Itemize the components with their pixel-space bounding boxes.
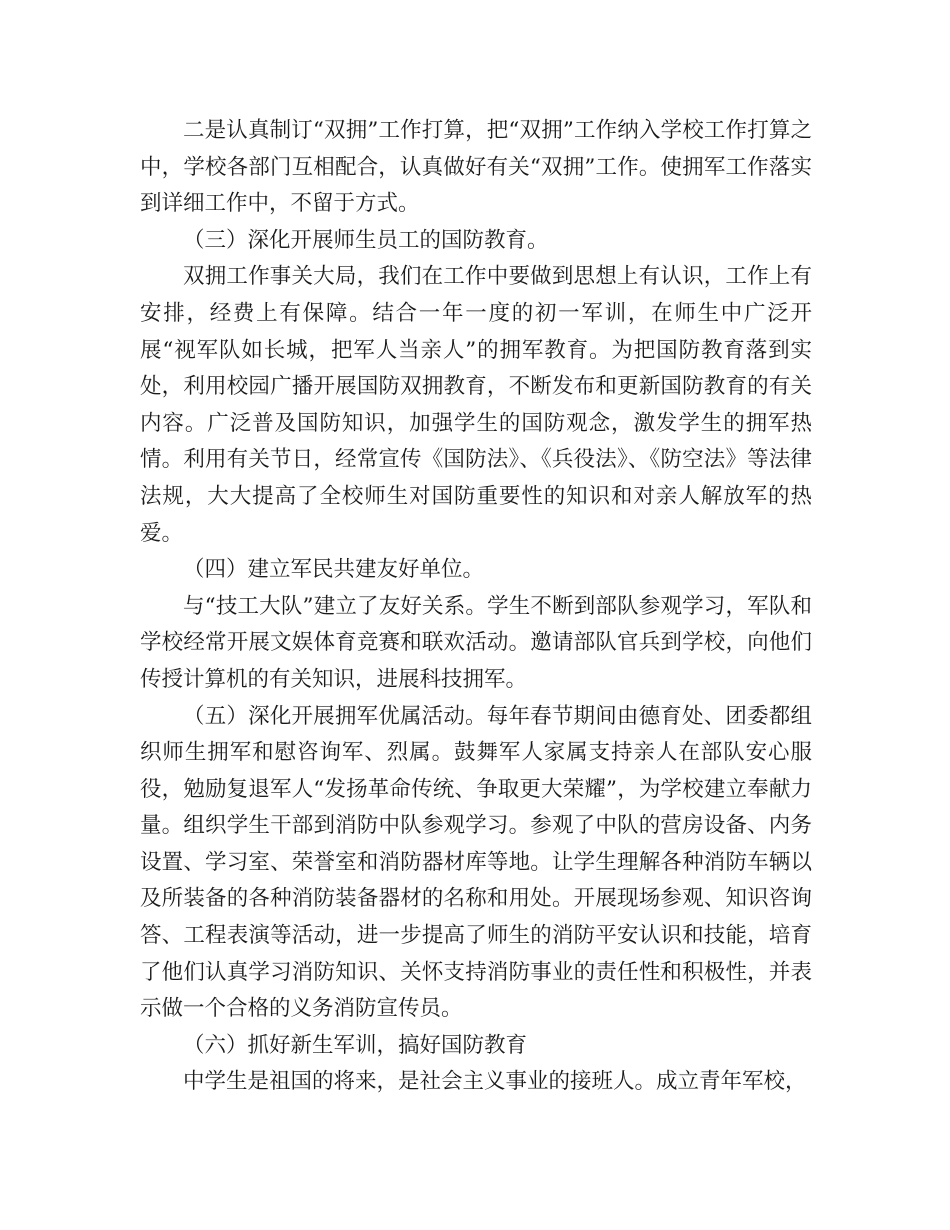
heading-section-3: （三）深化开展师生员工的国防教育。 bbox=[183, 227, 549, 253]
paragraph-shuangyong-plan: 二是认真制订“双拥”工作打算，把“双拥”工作纳入学校工作打算之中，学校各部门互相配合，认真做好有关“双拥”工作。使拥军工作落实到详细工作中，不留于方式。 bbox=[140, 118, 812, 217]
heading-section-6: （六）抓好新生军训，搞好国防教育 bbox=[183, 1032, 528, 1058]
paragraph-section-5: （五）深化开展拥军优属活动。每年春节期间由德育处、团委都组织师生拥军和慰咨询军、烈属。鼓舞军人家属支持亲人在部队安心服役，勉励复退军人“发扬革命传统、争取更大荣耀”，为学校建立奉献力量。组织学生干部到消防中队参观学习。参观了中队的营房设备、内务设置、学习室、荣誉室和消防器材库等地。让学生理解各种消防车辆以及所装备的各种消防装备器材的名称和用处。开展现场参观、知识咨询答、工程表演等活动，进一步提高了师生的消防平安认识和技能，培育了他们认真学习消防知识、关怀支持消防事业的责任性和积极性，并表示做一个合格的义务消防宣传员。 bbox=[140, 703, 812, 1022]
paragraph-national-defense-education: 双拥工作事关大局，我们在工作中要做到思想上有认识，工作上有安排，经费上有保障。结合一年一度的初一军训，在师生中广泛开展“视军队如长城，把军人当亲人”的拥军教育。为把国防教育落到实处，利用校园广播开展国防双拥教育，不断发布和更新国防教育的有关内容。广泛普及国防知识，加强学生的国防观念，激发学生的拥军热情。利用有关节日，经常宣传《国防法》、《兵役法》、《防空法》等法律法规，大大提高了全校师生对国防重要性的知识和对亲人解放军的热爱。 bbox=[140, 264, 812, 546]
paragraph-friendly-unit: 与“技工大队”建立了友好关系。学生不断到部队参观学习，军队和学校经常开展文娱体育竞赛和联欢活动。邀请部队官兵到学校，向他们传授计算机的有关知识，进展科技拥军。 bbox=[140, 593, 812, 692]
heading-section-4: （四）建立军民共建友好单位。 bbox=[183, 557, 485, 583]
document-body bbox=[140, 113, 812, 1101]
paragraph-students-future: 中学生是祖国的将来，是社会主义事业的接班人。成立青年军校， bbox=[183, 1069, 807, 1095]
